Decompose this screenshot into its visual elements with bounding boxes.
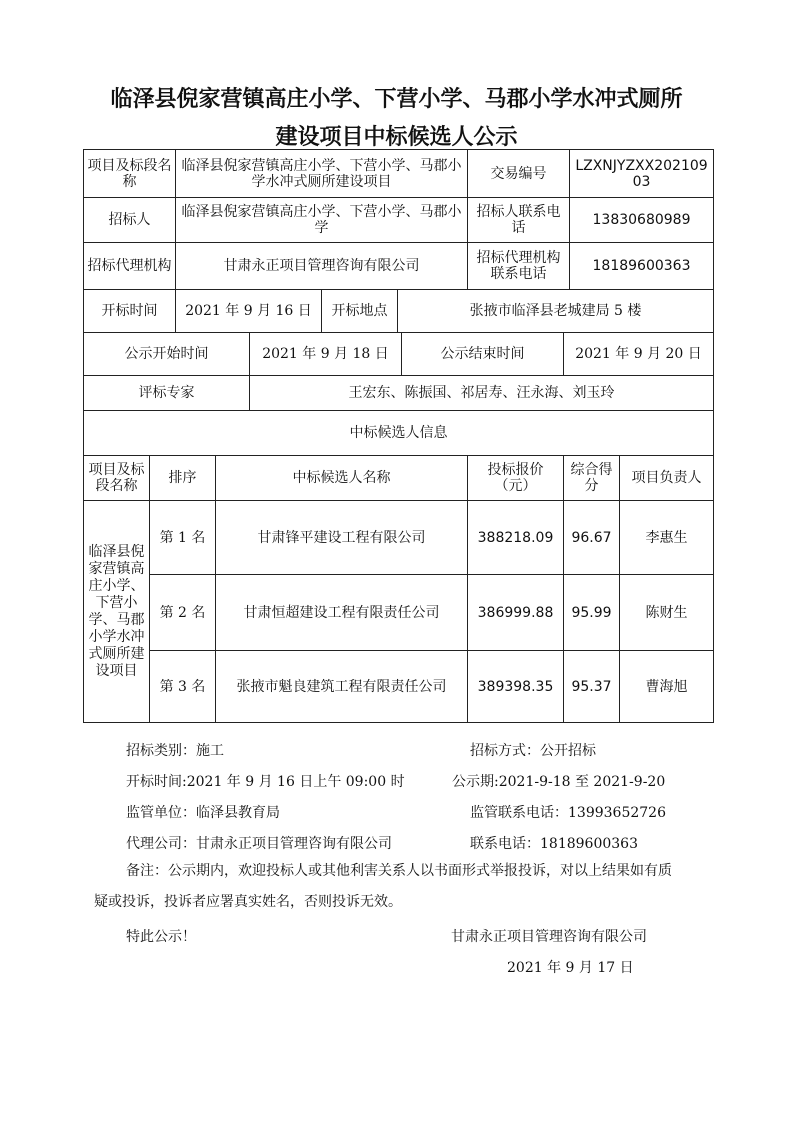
opening-place-label: 开标地点 — [322, 290, 398, 333]
publicity-end-label: 公示结束时间 — [402, 333, 564, 376]
opening-time-value: 2021 年 9 月 16 日 — [176, 290, 322, 333]
opening-table — [83, 289, 714, 333]
header-rank: 排序 — [150, 456, 216, 501]
footer-date: 2021 年 9 月 17 日 — [507, 960, 634, 976]
notice-title-line2: 建设项目中标候选人公示 — [275, 125, 518, 150]
candidate-name: 甘肃锋平建设工程有限公司 — [216, 501, 468, 575]
candidate-name: 甘肃恒超建设工程有限责任公司 — [216, 575, 468, 651]
agency-value: 甘肃永正项目管理咨询有限公司 — [176, 243, 468, 290]
footer-remark: 备注：公示期内，欢迎投标人或其他利害关系人以书面形式举报投诉，对以上结果如有质疑或投诉，投诉者应署真实姓名，否则投诉无效。 — [94, 863, 672, 910]
candidate-manager: 曹海旭 — [620, 651, 714, 723]
candidates-section-title: 中标候选人信息 — [84, 411, 714, 456]
project-value: 临泽县倪家营镇高庄小学、下营小学、马郡小学水冲式厕所建设项目 — [176, 150, 468, 198]
candidate-score: 95.37 — [564, 651, 620, 723]
candidate-price: 389398.35 — [468, 651, 564, 723]
tenderer-value: 临泽县倪家营镇高庄小学、下营小学、马郡小学 — [176, 198, 468, 243]
candidates-title-table — [83, 410, 714, 456]
experts-value: 王宏东、陈振国、祁居寿、汪永海、刘玉玲 — [250, 376, 714, 411]
footer-announce: 特此公示！ — [126, 929, 196, 945]
footer-open-time: 开标时间:2021 年 9 月 16 日上午 09:00 时 — [126, 774, 405, 790]
candidate-manager: 李惠生 — [620, 501, 714, 575]
agency-phone-value: 18189600363 — [570, 243, 714, 290]
table-row — [84, 575, 714, 651]
footer-supervisor-phone: 监管联系电话：13993652726 — [470, 805, 666, 821]
header-price: 投标报价（元） — [468, 456, 564, 501]
publicity-table — [83, 332, 714, 411]
footer-period: 公示期:2021-9-18 至 2021-9-20 — [452, 774, 666, 790]
header-score: 综合得分 — [564, 456, 620, 501]
footer-category: 招标类别：施工 — [126, 743, 224, 759]
footer-supervisor: 监管单位：临泽县教育局 — [126, 805, 280, 821]
header-name: 中标候选人名称 — [216, 456, 468, 501]
candidates-header-row — [84, 456, 714, 501]
header-project: 项目及标段名称 — [84, 456, 150, 501]
publicity-start-label: 公示开始时间 — [84, 333, 250, 376]
project-info-table — [83, 149, 714, 290]
candidate-name: 张掖市魁良建筑工程有限责任公司 — [216, 651, 468, 723]
opening-time-label: 开标时间 — [84, 290, 176, 333]
experts-label: 评标专家 — [84, 376, 250, 411]
candidate-rank: 第 3 名 — [150, 651, 216, 723]
table-row — [84, 651, 714, 723]
footer-agent: 代理公司：甘肃永正项目管理咨询有限公司 — [126, 836, 392, 852]
candidates-project-name: 临泽县倪家营镇高庄小学、下营小学、马郡小学水冲式厕所建设项目 — [84, 501, 150, 723]
candidate-score: 95.99 — [564, 575, 620, 651]
candidate-score: 96.67 — [564, 501, 620, 575]
project-label: 项目及标段名称 — [84, 150, 176, 198]
tenderer-phone-label: 招标人联系电话 — [468, 198, 570, 243]
trade-no-value: LZXNJYZXX20210903 — [570, 150, 714, 198]
footer-agent-phone: 联系电话：18189600363 — [470, 836, 638, 852]
table-row — [84, 501, 714, 575]
footer-issuer: 甘肃永正项目管理咨询有限公司 — [451, 929, 647, 945]
publicity-end-value: 2021 年 9 月 20 日 — [564, 333, 714, 376]
publicity-start-value: 2021 年 9 月 18 日 — [250, 333, 402, 376]
agency-label: 招标代理机构 — [84, 243, 176, 290]
tenderer-phone-value: 13830680989 — [570, 198, 714, 243]
candidate-manager: 陈财生 — [620, 575, 714, 651]
agency-phone-label: 招标代理机构联系电话 — [468, 243, 570, 290]
tenderer-label: 招标人 — [84, 198, 176, 243]
candidate-rank: 第 1 名 — [150, 501, 216, 575]
footer-method: 招标方式：公开招标 — [470, 743, 596, 759]
header-manager: 项目负责人 — [620, 456, 714, 501]
candidate-rank: 第 2 名 — [150, 575, 216, 651]
opening-place-value: 张掖市临泽县老城建局 5 楼 — [398, 290, 714, 333]
notice-title-line1: 临泽县倪家营镇高庄小学、下营小学、马郡小学水冲式厕所 — [110, 87, 683, 112]
candidates-table — [83, 455, 714, 723]
candidate-price: 388218.09 — [468, 501, 564, 575]
candidate-price: 386999.88 — [468, 575, 564, 651]
trade-no-label: 交易编号 — [468, 150, 570, 198]
